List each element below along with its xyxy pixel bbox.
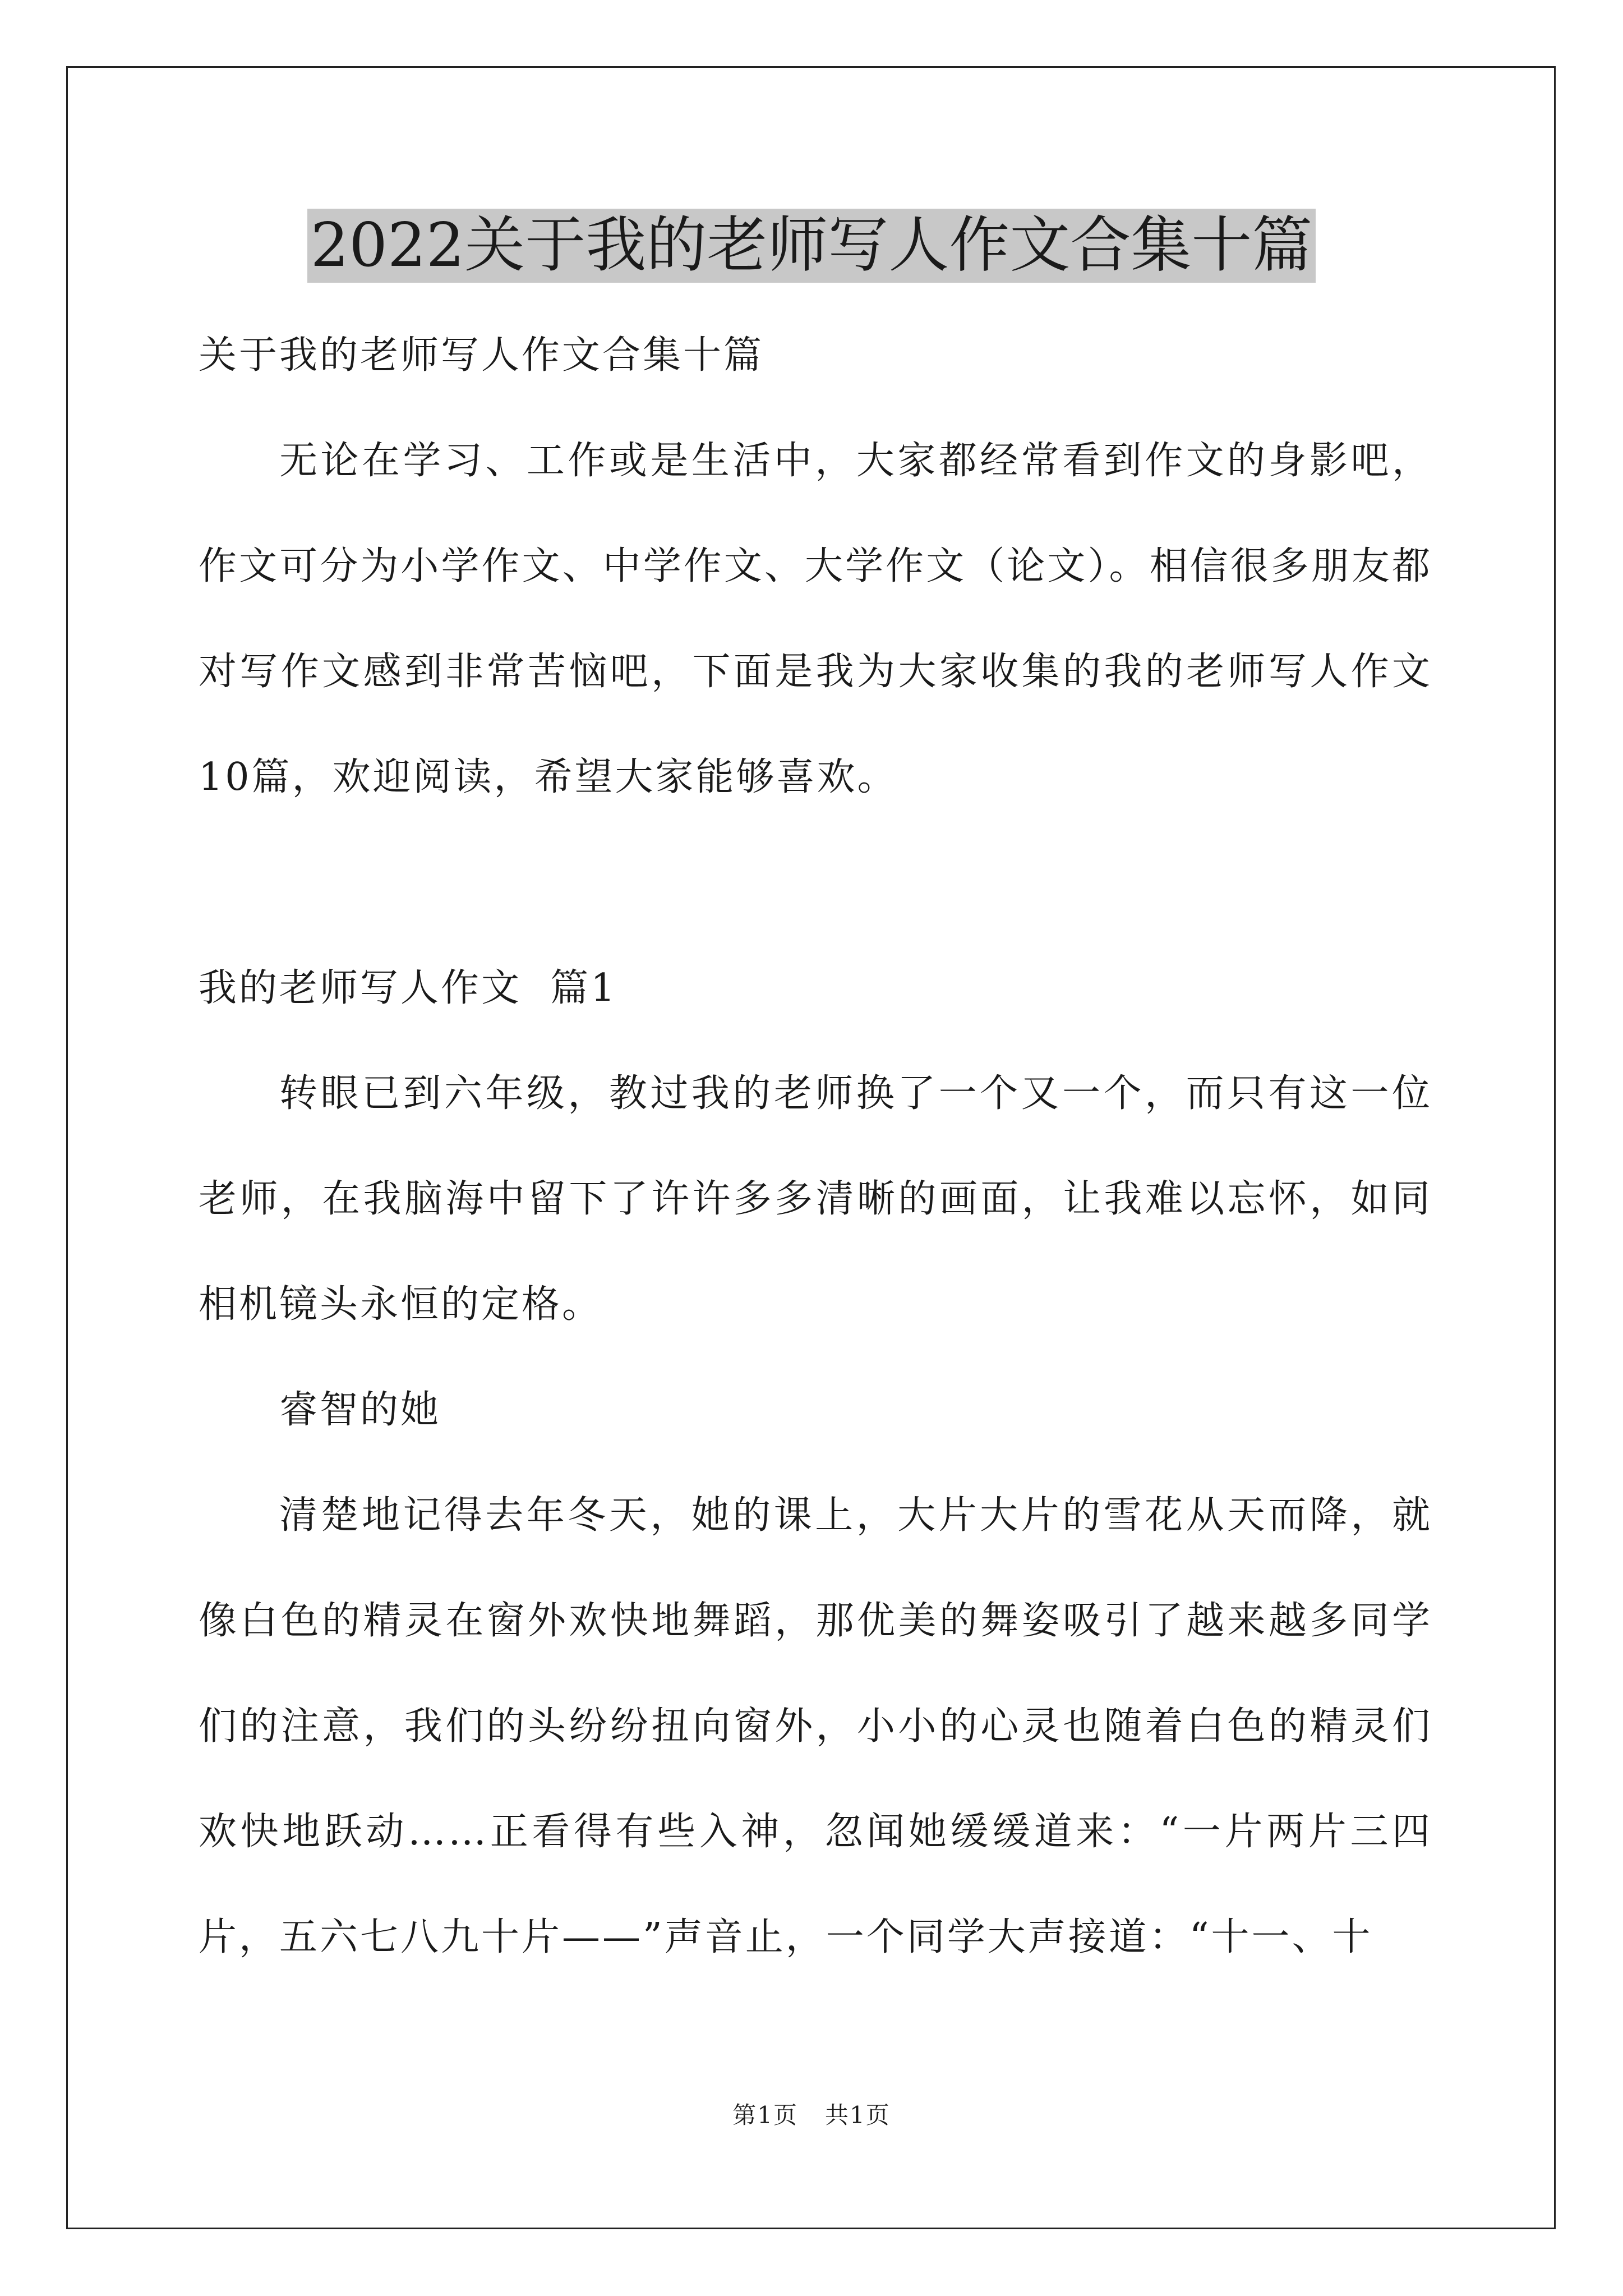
paragraph-spacer xyxy=(199,830,1432,936)
page-total: 共1页 xyxy=(825,2101,891,2129)
section-heading: 我的老师写人作文 篇1 xyxy=(199,966,617,1010)
body-paragraph: 清楚地记得去年冬天，她的课上，大片大片的雪花从天而降，就像白色的精灵在窗外欢快地舞蹈，那优美的舞姿吸引了越来越多同学们的注意，我们的头纷纷扭向窗外，小小的心灵也随着白色的精灵们欢快地跃动……正看得有些入神，忽闻她缓缓道来：“一片两片三四片，五六七八九十片——”声音止，一个同学大声接道：“十一、十 xyxy=(199,1493,1432,1959)
intro-paragraph: 无论在学习、工作或是生活中，大家都经常看到作文的身影吧，作文可分为小学作文、中学作文、大学作文（论文）。相信很多朋友都对写作文感到非常苦恼吧，下面是我为大家收集的我的老师写人作文10篇，欢迎阅读，希望大家能够喜欢。 xyxy=(199,439,1432,799)
page-footer xyxy=(0,2097,1623,2131)
subheading-paragraph: 睿智的她 xyxy=(279,1388,441,1432)
document-body xyxy=(199,303,1432,1990)
body-paragraph: 转眼已到六年级，教过我的老师换了一个又一个，而只有这一位老师，在我脑海中留下了许许多多清晰的画面，让我难以忘怀，如同相机镜头永恒的定格。 xyxy=(199,1071,1432,1327)
document-subtitle: 关于我的老师写人作文合集十篇 xyxy=(199,333,764,378)
page-number: 第1页 xyxy=(732,2101,798,2129)
title-container xyxy=(0,209,1623,283)
document-title: 2022关于我的老师写人作文合集十篇 xyxy=(307,209,1316,283)
